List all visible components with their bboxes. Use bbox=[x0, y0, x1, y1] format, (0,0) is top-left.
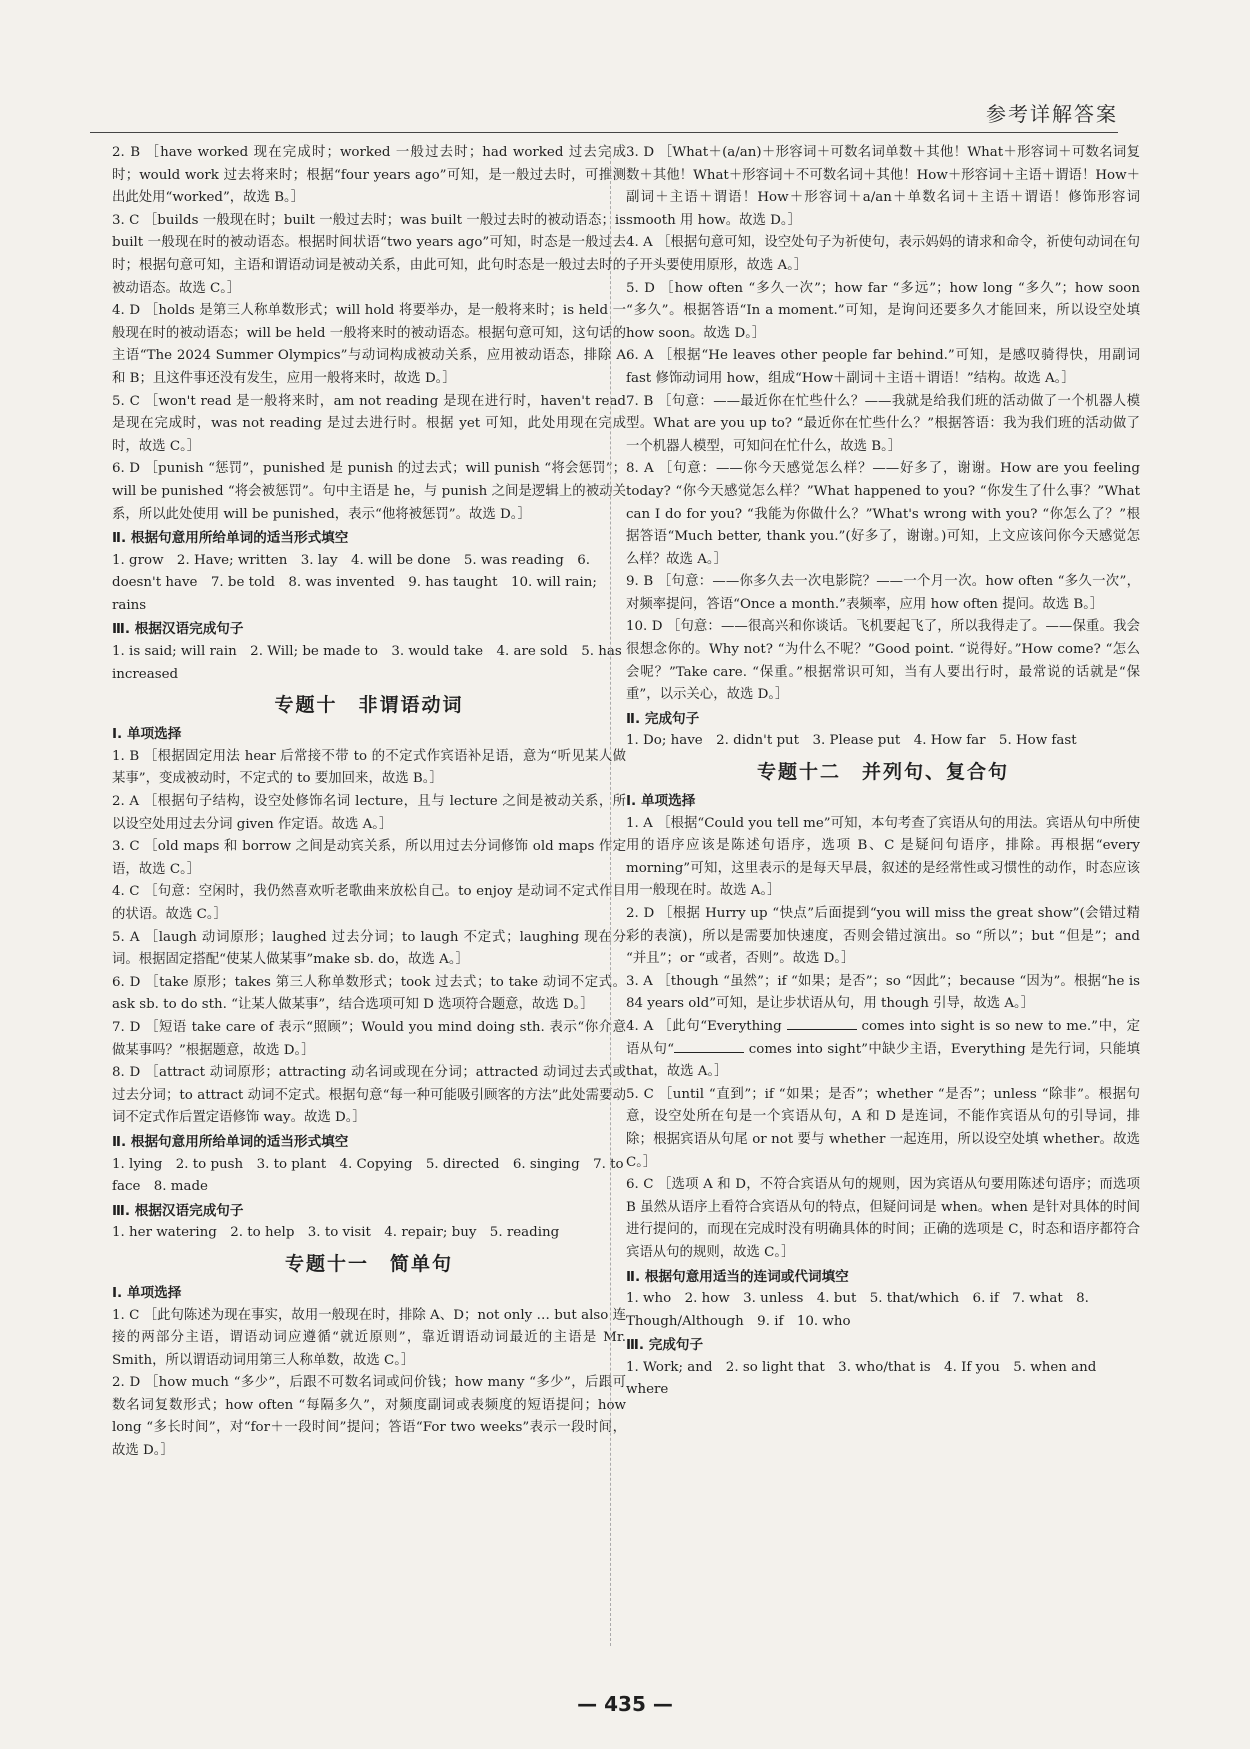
blank-line bbox=[674, 1040, 744, 1053]
answer-item: 5. A ［laugh 动词原形；laughed 过去分词；to laugh 不定式；laughing 现在分词。根据固定搭配“使某人做某事”make sb. do，故选 A。］ bbox=[112, 929, 626, 968]
answer-list: 1. Do; have 2. didn't put 3. Please put 4. How far 5. How fast bbox=[626, 733, 1077, 749]
answer-item: 2. B ［have worked 现在完成时；worked 一般过去时；had worked 过去完成时；would work 过去将来时；根据“four years ago”可知，是一般过去时，可推测出此处用“worked”，故选 B。］ bbox=[112, 145, 626, 206]
answer-list: 1. grow 2. Have; written 3. lay 4. will be done 5. was reading 6. doesn't have 7. be told 8. was invented 9. has taught 10. will rain; rains bbox=[112, 552, 597, 613]
page-header: 参考详解答案 bbox=[986, 102, 1118, 126]
answer-item: 7. D ［短语 take care of 表示“照顾”；Would you mind doing sth. 表示“你介意做某事吗？”根据题意，故选 D。］ bbox=[112, 1019, 626, 1058]
right-column bbox=[626, 142, 1140, 1402]
answer-item: 4. D ［holds 是第三人称单数形式；will hold 将要举办，是一般将来时；is held 一般现在时的被动语态；will be held 一般将来时的被动语态。根据句意可知，这句话的主语“The 2024 Summer Olympics”与动词构成被动关系，应用被动语态，排除 A 和 B；且这件事还没有发生，应用一般将来时，故选 D。］ bbox=[112, 303, 626, 386]
answer-item: 8. D ［attract 动词原形；attracting 动名词或现在分词；attracted 动词过去式或过去分词；to attract 动词不定式。根据句意“每一种可能吸引顾客的方法”此处需要动词不定式作后置定语修饰 way。故选 D。］ bbox=[112, 1065, 626, 1126]
answer-list: 1. is said; will rain 2. Will; be made to 3. would take 4. are sold 5. has increased bbox=[112, 644, 622, 682]
answer-item: 3. C ［builds 一般现在时；built 一般过去时；was built 一般过去时的被动语态；is built 一般现在时的被动语态。根据时间状语“two years ago”可知，时态是一般过去时；根据句意可知，主语和谓语动词是被动关系，由此可知，此句时态是一般过去时的被动语态。故选 C。］ bbox=[112, 212, 626, 296]
section-heading: Ⅲ. 根据汉语完成句子 bbox=[112, 1202, 244, 1219]
section-heading: Ⅲ. 完成句子 bbox=[626, 1337, 704, 1354]
answer-item bbox=[626, 1016, 1140, 1084]
answer-list: 1. who 2. how 3. unless 4. but 5. that/which 6. if 7. what 8. Though/Although 9. if 10. who bbox=[626, 1291, 1089, 1329]
answer-item: 1. B ［根据固定用法 hear 后常接不带 to 的不定式作宾语补足语，意为“听见某人做某事”，变成被动时，不定式的 to 要加回来，故选 B。］ bbox=[112, 748, 626, 787]
section-heading: Ⅰ. 单项选择 bbox=[112, 1284, 182, 1301]
section-heading: Ⅱ. 根据句意用所给单词的适当形式填空 bbox=[112, 530, 349, 547]
column-divider bbox=[610, 146, 611, 1646]
section-heading: Ⅰ. 单项选择 bbox=[112, 726, 182, 743]
answer-text: comes into sight is so new to me.”中，定语从句“ bbox=[626, 1018, 1140, 1057]
answer-list: 1. lying 2. to push 3. to plant 4. Copying 5. directed 6. singing 7. to face 8. made bbox=[112, 1156, 624, 1195]
answer-item: 10. D ［句意：——很高兴和你谈话。飞机要起飞了，所以我得走了。——保重。我会很想念你的。Why not? “为什么不呢？”Good point. “说得好。”How come? “怎么会呢？”Take care. “保重。”根据常识可知，当有人要出行时，最常说的话就是“保重”，以示关心，故选 D。］ bbox=[626, 619, 1140, 703]
answer-item: 3. C ［old maps 和 borrow 之间是动宾关系，所以用过去分词修饰 old maps 作定语，故选 C。］ bbox=[112, 839, 626, 877]
answer-item: 6. A ［根据“He leaves other people far behind.”可知，是感叹骑得快，用副词 fast 修饰动词用 how，组成“How＋副词＋主语＋谓语！”结构。故选 A。］ bbox=[626, 348, 1140, 386]
answer-item: 7. B ［句意：——最近你在忙些什么？——我就是给我们班的活动做了一个机器人模型。What are you up to? “最近你在忙些什么？”根据答语：我为我们班的活动做了一个机器人模型，可知问在忙什么，故选 B。］ bbox=[626, 393, 1140, 454]
answer-item: 5. C ［won't read 是一般将来时，am not reading 是现在进行时，haven't read 是现在完成时，was not reading 是过去进行时。根据 yet 可知，此处用现在完成时，故选 C。］ bbox=[112, 393, 626, 454]
answer-item: 2. A ［根据句子结构，设空处修饰名词 lecture，且与 lecture 之间是被动关系，所以设空处用过去分词 given 作定语。故选 A。］ bbox=[112, 794, 626, 832]
section-heading: Ⅲ. 根据汉语完成句子 bbox=[112, 621, 244, 638]
topic-title: 专题十一 简单句 bbox=[284, 1252, 453, 1275]
answer-text: 4. A ［此句“Everything bbox=[626, 1018, 787, 1034]
answer-text: comes into sight”中缺少主语，Everything 是先行词，只能填 that，故选 A。］ bbox=[626, 1041, 1140, 1080]
section-heading: Ⅱ. 完成句子 bbox=[626, 710, 700, 727]
answer-item: 8. A ［句意：——你今天感觉怎么样？——好多了，谢谢。How are you feeling today? “你今天感觉怎么样？”What happened to you? “你发生了什么事？”What can I do for you? “我能为你做什么？”What's wrong with you? “你怎么了？”根据答语“Much better, thank you.”(好多了，谢谢。)可知，上文应该问你今天感觉怎么样？故选 A。］ bbox=[626, 461, 1140, 567]
answer-item: 4. C ［句意：空闲时，我仍然喜欢听老歌曲来放松自己。to enjoy 是动词不定式作目的状语。故选 C。］ bbox=[112, 884, 626, 922]
answer-item: 6. D ［punish “惩罚”，punished 是 punish 的过去式；will punish “将会惩罚”；will be punished “将会被惩罚”。句中主语是 he，与 punish 之间是逻辑上的被动关系，所以此处使用 will be punished，表示“他将被惩罚”。故选 D。］ bbox=[112, 461, 626, 522]
section-heading: Ⅱ. 根据句意用所给单词的适当形式填空 bbox=[112, 1133, 349, 1150]
page-number: — 435 — bbox=[577, 1692, 673, 1716]
left-column bbox=[112, 142, 626, 1463]
answer-item: 5. D ［how often “多久一次”；how far “多远”；how long “多久”；how soon “多久”。根据答语“In a moment.”可知，是询问还要多久才能回来，所以设空处填 how soon。故选 D。］ bbox=[626, 280, 1140, 341]
answer-item: 6. C ［选项 A 和 D，不符合宾语从句的规则，因为宾语从句要用陈述句语序；而选项 B 虽然从语序上看符合宾语从句的特点，但疑问词是 when。when 是针对具体的时间进行提问的，而现在完成时没有明确具体的时间；正确的选项是 C，时态和语序都符合宾语从句的规则，故选 C。］ bbox=[626, 1177, 1140, 1260]
header-rule bbox=[90, 132, 1118, 133]
topic-title: 专题十二 并列句、复合句 bbox=[756, 761, 1009, 784]
answer-item: 1. A ［根据“Could you tell me”可知，本句考查了宾语从句的用法。宾语从句中所使用的语序应该是陈述句语序，选项 B、C 是疑问句语序，排除。再根据“every morning”可知，这里表示的是每天早晨，叙述的是经常性或习惯性的动作，时态应该用一般现在时。故选 A。］ bbox=[626, 815, 1140, 899]
answer-item: 1. C ［此句陈述为现在事实，故用一般现在时，排除 A、D；not only … but also 连接的两部分主语，谓语动词应遵循“就近原则”，靠近谓语动词最近的主语是 Mr. Smith，所以谓语动词用第三人称单数，故选 C。］ bbox=[112, 1307, 626, 1368]
topic-title: 专题十 非谓语动词 bbox=[274, 694, 464, 717]
answer-item: 5. C ［until “直到”；if “如果；是否”；whether “是否”；unless “除非”。根据句意，设空处所在句是一个宾语从句，A 和 D 是连词，不能作宾语从句的引导词，排除；根据宾语从句尾 or not 要与 whether 一起连用，所以设空处填 whether。故选 C。］ bbox=[626, 1086, 1140, 1170]
answer-item: 9. B ［句意：——你多久去一次电影院？——一个月一次。how often “多久一次”，对频率提问，答语“Once a month.”表频率，应用 how often 提问。故选 B。］ bbox=[626, 574, 1140, 612]
section-heading: Ⅱ. 根据句意用适当的连词或代词填空 bbox=[626, 1268, 849, 1285]
answer-item: 3. A ［though “虽然”；if “如果；是否”；so “因此”；because “因为”。根据“he is 84 years old”可知，是让步状语从句，用 though 引导，故选 A。］ bbox=[626, 973, 1140, 1012]
blank-line bbox=[787, 1017, 857, 1030]
answer-item: 4. A ［根据句意可知，设空处句子为祈使句，表示妈妈的请求和命令，祈使句动词在句子开头要使用原形，故选 A。］ bbox=[626, 235, 1140, 273]
answer-list: 1. her watering 2. to help 3. to visit 4. repair; buy 5. reading bbox=[112, 1225, 560, 1241]
answer-item: 6. D ［take 原形；takes 第三人称单数形式；took 过去式；to take 动词不定式。ask sb. to do sth. “让某人做某事”，结合选项可知 D 选项符合题意，故选 D。］ bbox=[112, 974, 626, 1013]
answer-item: 3. D ［What＋(a/an)＋形容词＋可数名词单数＋其他！What＋形容词＋可数名词复数＋其他！What＋形容词＋不可数名词＋其他！How＋形容词＋主语＋谓语！How＋副词＋主语＋谓语！How＋形容词＋a/an＋单数名词＋主语＋谓语！修饰形容词 smooth 用 how。故选 D。］ bbox=[626, 145, 1140, 228]
section-heading: Ⅰ. 单项选择 bbox=[626, 793, 696, 810]
answer-item: 2. D ［how much “多少”，后跟不可数名词或问价钱；how many “多少”，后跟可数名词复数形式；how often “每隔多久”，对频度副词或表频度的短语提问；how long “多长时间”，对“for＋一段时间”提问；答语“For two weeks”表示一段时间，故选 D。］ bbox=[112, 1375, 626, 1459]
answer-list: 1. Work; and 2. so light that 3. who/that is 4. If you 5. when and where bbox=[626, 1359, 1097, 1398]
answer-item: 2. D ［根据 Hurry up “快点”后面提到“you will miss the great show”(会错过精彩的表演)，所以是需要加快速度，否则会错过演出。so “所以”；but “但是”；and “并且”；or “或者，否则”。故选 D。］ bbox=[626, 906, 1140, 967]
